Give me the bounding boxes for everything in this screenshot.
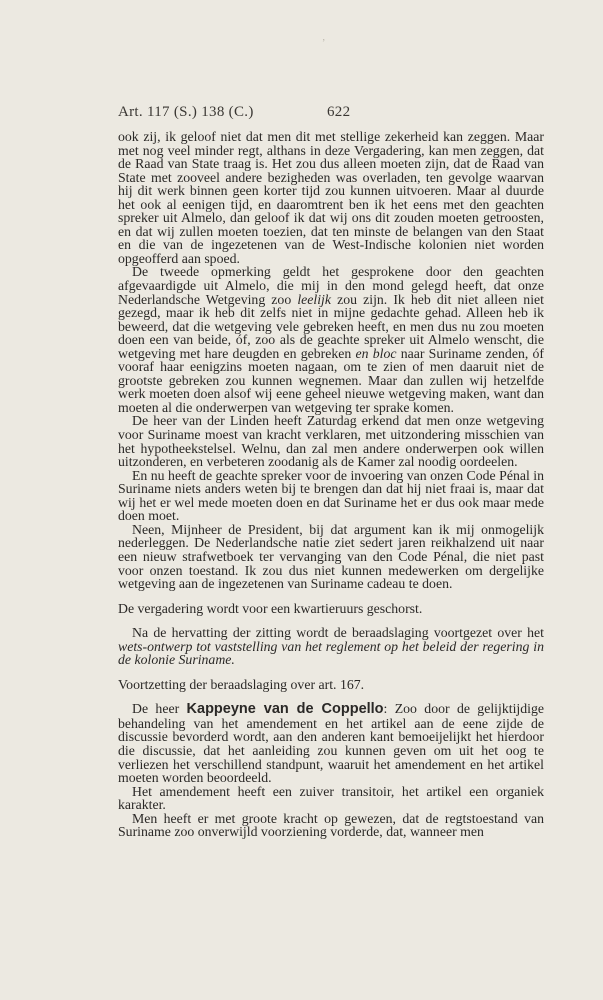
paragraph-2-end: naar Suriname zenden, óf vooraf haar eenigzins moeten nagaan, om te zien of men daaruit niet de grootste gebreken zou kunnen wegnemen. Maar dan zullen wij hetzelfde werk moeten doen alsof wij eene geheel nieuwe wetgeving maken, want dan moeten al die onderwerpen van wetgeving ter sprake komen. — [118, 345, 544, 415]
resumption-notice — [118, 626, 544, 667]
paragraph-2-start: De tweede opmerking geldt het gesprokene door den geachten afgevaardigde uit Almelo, die mij in den mond gelegd heeft, dat onze Nederlandsche Wetgeving zoo — [118, 264, 544, 307]
paragraph-3: De heer van der Linden heeft Zaturdag erkend dat men onze wetgeving voor Suriname moest van kracht verklaren, met uitzondering misschien van het hypotheekstelsel. Welnu, dan zal men andere onderwerpen ook willen uitzonderen, en verbeteren zoodanig als de Kamer zal noodig oordeelen. — [118, 413, 544, 470]
speech-text: : Zoo door de gelijktijdige behandeling van het amendement en het artikel aan de eene zijde de discussie bevorderd wordt, aan den anderen kant bemoeijelijkt het hierdoor die discussie, dat het aanleiding zou kunnen geven om uit het oog te verliezen het verschillend standpunt, waaruit het amendement en het artikel moeten worden beoordeeld. — [118, 701, 544, 786]
paragraph-5: Neen, Mijnheer de President, bij dat argument kan ik mij onmogelijk nederleggen. De Nederlandsche natie ziet sedert jaren reikhalzend uit naar een nieuw strafwetboek ter vervanging van den Code Pénal, die niet past voor onzen toestand. Ik zou dus niet kunnen medewerken om dergelijke wetgeving aan de ingezetenen van Suriname cadeau te doen. — [118, 521, 544, 592]
header-article-ref: Art. 117 (S.) 138 (C.) — [118, 104, 254, 120]
resumption-text: Na de hervatting der zitting wordt de beraadslaging voortgezet over het — [132, 625, 544, 641]
running-header — [118, 104, 548, 121]
paragraph-after-2: Men heeft er met groote kracht op gewezen, dat de regtstoestand van Suriname zoo onverwijld voorziening vorderde, dat, wanneer men — [118, 810, 544, 840]
paragraph-after-1: Het amendement heeft een zuiver transitoir, het artikel een organiek karakter. — [118, 783, 544, 813]
page-number: 622 — [327, 104, 351, 120]
paragraph-2-middle: zou zijn. Ik heb dit niet alleen niet gezegd, maar ik heb dit zelfs niet in mijne gedachte gehad. Alleen heb ik beweerd, dat die wetgeving vele gebreken heeft, en men dus nu zou moeten doen een van beide, óf, zoo als de geachte spreker uit Almelo wenscht, die wetgeving met hare deugden en gebreken — [118, 291, 544, 361]
paragraph-4: En nu heeft de geachte spreker voor de invoering van onzen Code Pénal in Suriname niets anders weten bij te brengen dan dat hij niet fraai is, maar dat wij het er wel mede moeten doen en dat Suriname het er dus ook maar mede doen moet. — [118, 467, 544, 524]
continuation-notice: Voortzetting der beraadslaging over art. 167. — [118, 676, 365, 692]
body-text — [118, 130, 544, 839]
bill-title: wets-ontwerp tot vaststelling van het reglement op het beleid der regering in de kolonie Suriname. — [118, 638, 544, 668]
speech-intro: De heer — [132, 701, 187, 717]
paragraph-1: ook zij, ik geloof niet dat men dit met stellige zekerheid kan zeggen. Maar met nog veel minder regt, althans in deze Vergadering, kan men zeggen, dat de Raad van State traag is. Het zou dus alleen moeten zijn, dat de Raad van State met zooveel andere bezigheden was overladen, ten gevolge waarvan hij dit werk binnen geen korter tijd zou kunnen uitvoeren. Maar al duurde het ook al eenigen tijd, en daaromtrent ben ik het eens met den geachten spreker uit Almelo, dan geloof ik dat wij ons dit zouden moeten getroosten, en dat wij zullen moeten toezien, dat ten minste de belangen van den Staat en die van de ingezetenen van de West-Indische kolonien niet worden opgeofferd aan spoed. — [118, 129, 544, 266]
suspension-notice: De vergadering wordt voor een kwartieruurs geschorst. — [118, 600, 423, 616]
speech-paragraph — [118, 702, 544, 784]
speaker-name: Kappeyne van de Coppello — [186, 701, 384, 718]
paragraph-2-italic-leelijk: leelijk — [297, 291, 332, 307]
paragraph-2 — [118, 265, 544, 414]
corner-mark: ’ — [322, 38, 327, 49]
paragraph-2-italic-en-bloc: en bloc — [355, 345, 397, 361]
